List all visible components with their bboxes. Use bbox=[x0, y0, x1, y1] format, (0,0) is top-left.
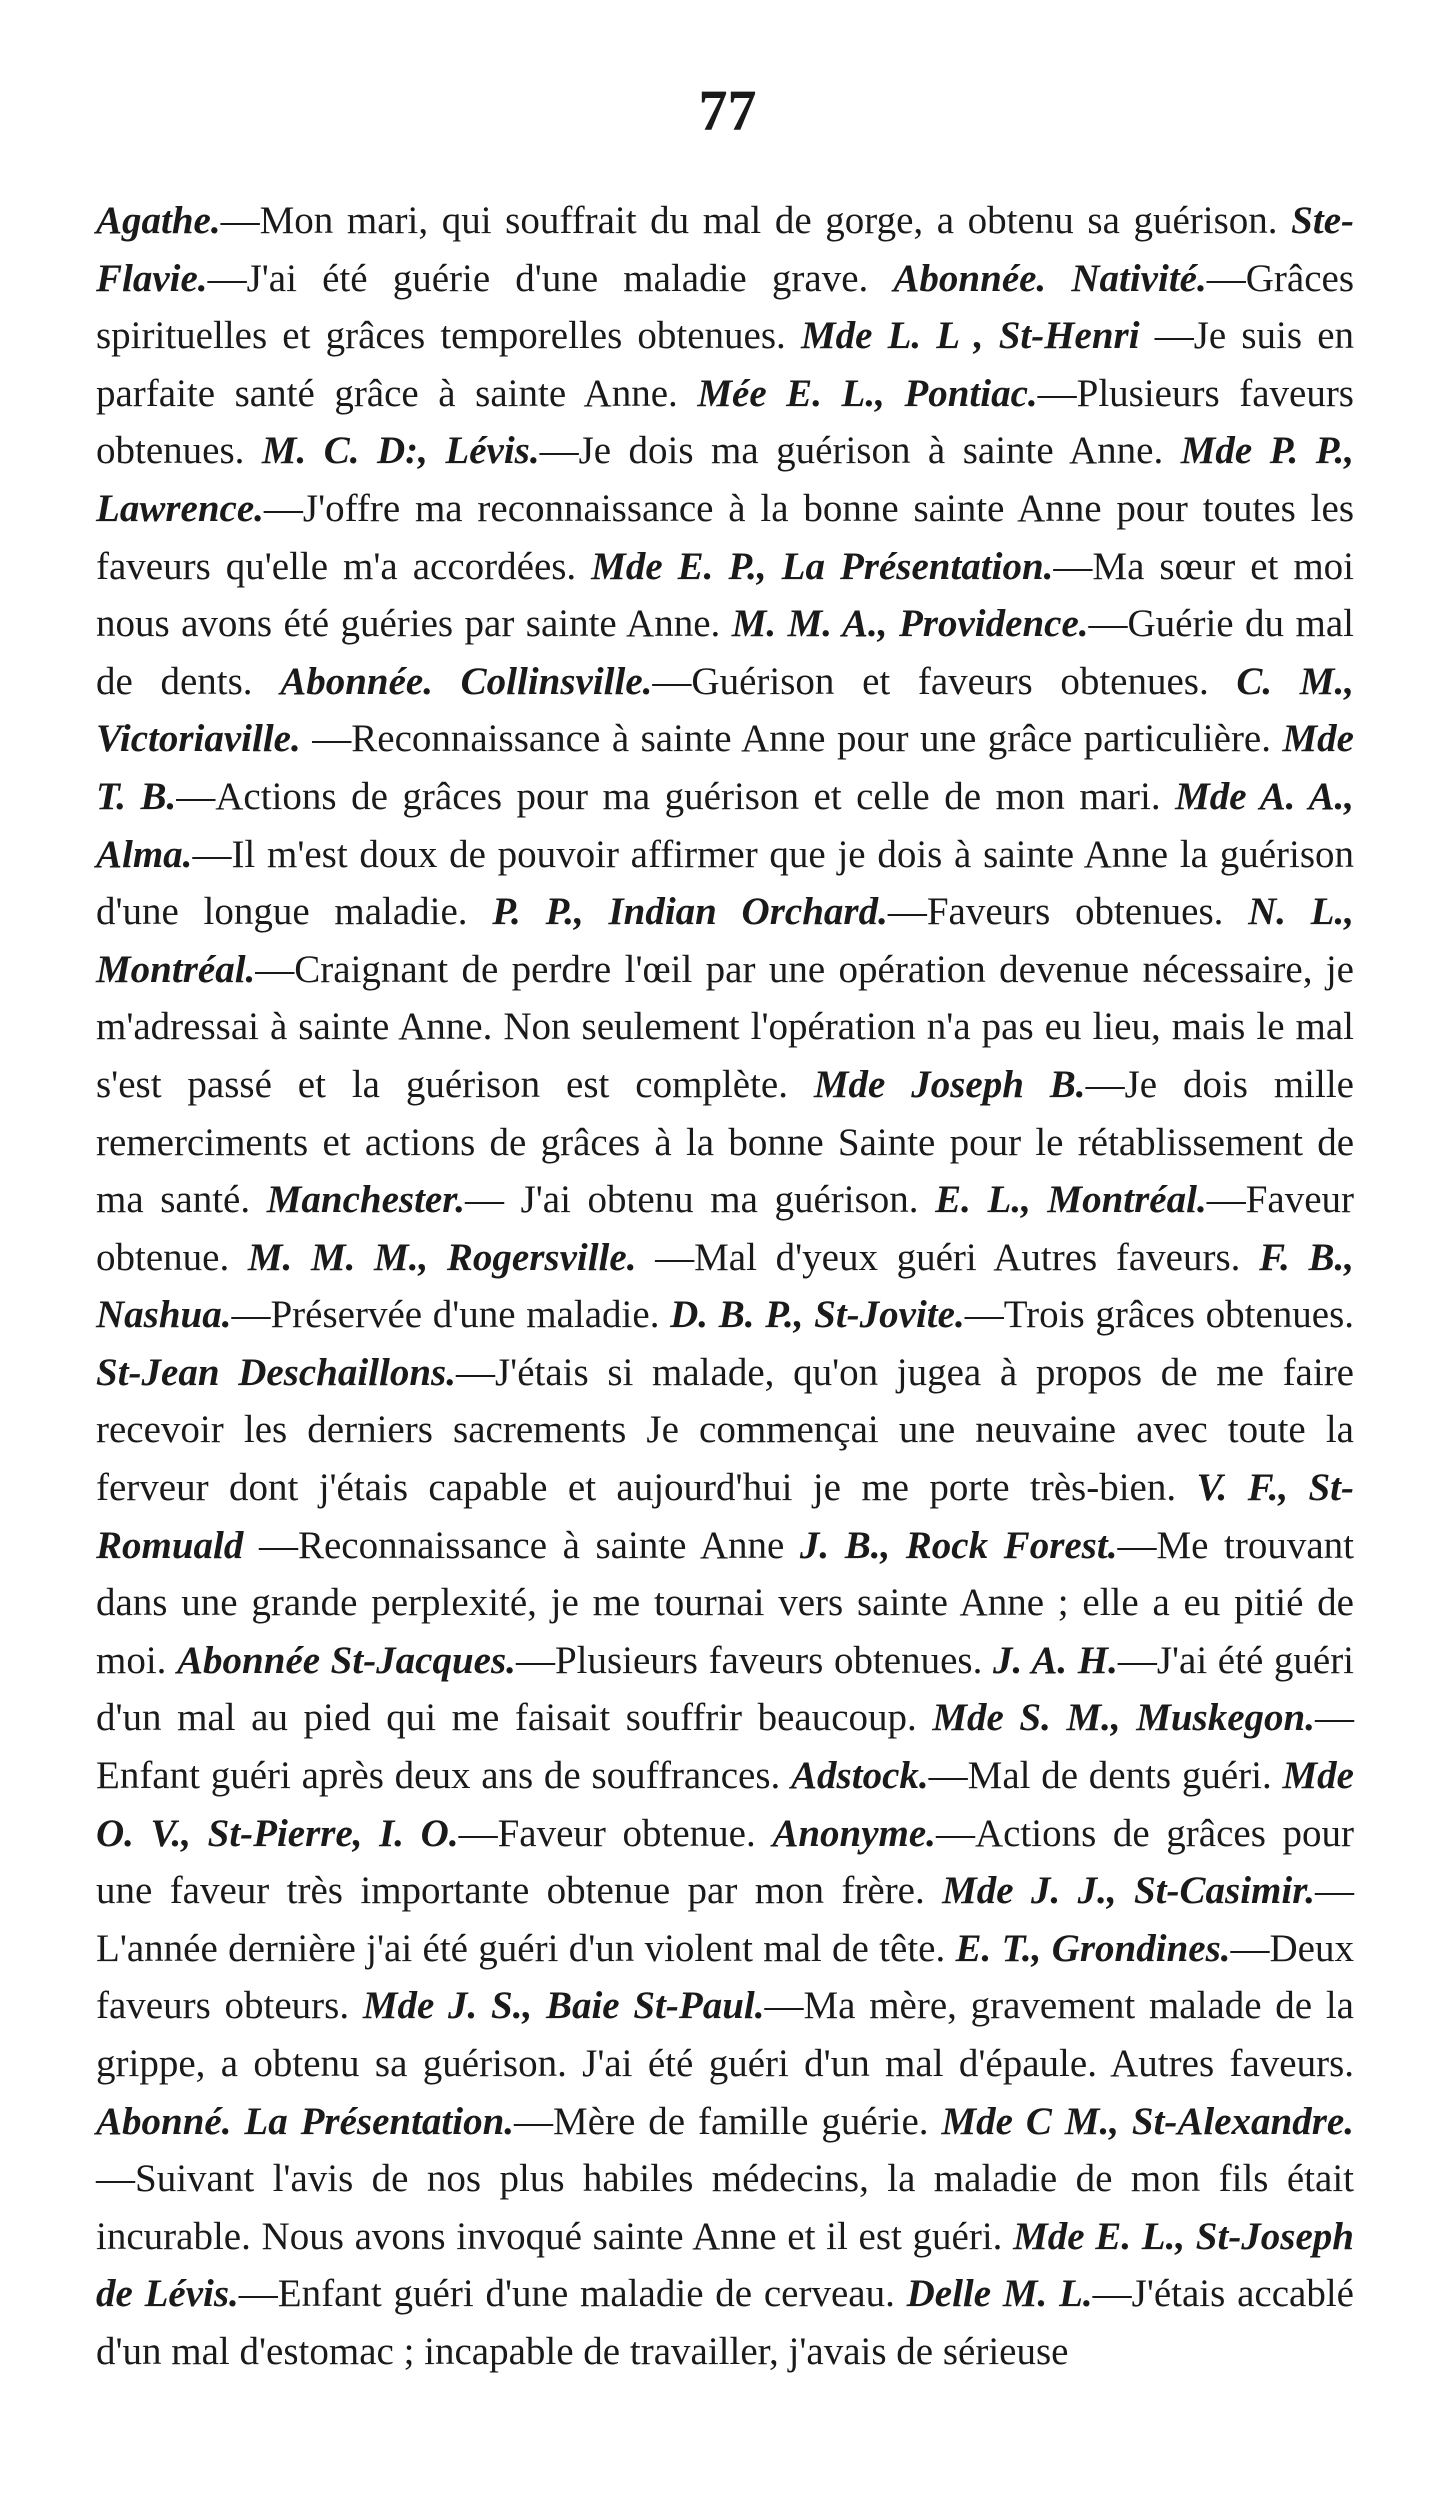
testimonial-attribution: Mde T. B. bbox=[96, 717, 1354, 818]
testimonial-text: —Plusieurs faveurs obtenues. bbox=[96, 371, 1354, 473]
testimonial-text: —J'ai été guéri d'un mal au pied qui me faisait souffrir beaucoup. bbox=[96, 1638, 1355, 1740]
testimonial-text: —Plusieurs faveurs obtenues. bbox=[515, 1638, 993, 1682]
paragraph bbox=[96, 199, 1354, 2373]
testimonial-text: — L'année dernière j'ai été guéri d'un violent mal de tête. bbox=[96, 1869, 1354, 1970]
testimonial-attribution: Adstock. bbox=[791, 1754, 929, 1798]
testimonial-text: —Reconnaissance à sainte Anne pour une grâce particulière. bbox=[300, 717, 1283, 761]
testimonial-attribution: C. M., Victoriaville. bbox=[96, 659, 1354, 761]
testimonial-text: —Craignant de perdre l'œil par une opération devenue nécessaire, je m'adressai à sainte Anne. Non seulement l'opération n'a pas eu lieu, mais le mal s'est passé et la guérison est complète. bbox=[96, 947, 1354, 1106]
testimonial-attribution: M. M. A., Providence. bbox=[731, 602, 1089, 646]
testimonial-text: —Actions de grâces pour ma guérison et celle de mon mari. bbox=[176, 774, 1176, 818]
testimonial-attribution: Mde P. P., Lawrence. bbox=[96, 429, 1354, 530]
testimonial-text: — J'ai obtenu ma guérison. bbox=[465, 1178, 936, 1222]
testimonial-attribution: Abonnée St-Jacques. bbox=[177, 1638, 516, 1682]
testimonial-text: —Préservée d'une maladie. bbox=[231, 1293, 671, 1337]
testimonial-text: —Je suis en parfaite santé grâce à sainte Anne. bbox=[96, 314, 1355, 415]
testimonial-attribution: Delle M. L. bbox=[906, 2272, 1093, 2316]
testimonial-text: —J'étais accablé d'un mal d'estomac ; incapable de travailler, j'avais de sérieuse bbox=[96, 2272, 1354, 2373]
testimonial-text: —Mal de dents guéri. bbox=[928, 1754, 1283, 1798]
testimonial-text: —Faveurs obtenues. bbox=[887, 890, 1249, 934]
testimonial-text: —Actions de grâces pour une faveur très importante obtenue par mon frère. bbox=[96, 1811, 1354, 1913]
testimonial-text: —Mon mari, qui souffrait du mal de gorge, a obtenu sa guérison. bbox=[220, 199, 1292, 242]
testimonial-attribution: Abonné. La Présentation. bbox=[96, 2099, 515, 2143]
testimonial-text: —Ma mère, gravement malade de la grippe, a obtenu sa guérison. J'ai été guéri d'un mal d'épaule. Autres faveurs. bbox=[96, 1984, 1354, 2085]
testimonial-attribution: Mde O. V., St-Pierre, I. O. bbox=[96, 1754, 1354, 1855]
testimonial-text: —Grâces spirituelles et grâces temporelles obtenues. bbox=[96, 256, 1354, 358]
page-number: 77 bbox=[698, 78, 757, 143]
testimonial-text: —Deux faveurs obteurs. bbox=[96, 1926, 1354, 2028]
testimonial-attribution: Anonyme. bbox=[772, 1811, 936, 1855]
testimonial-text: —Suivant l'avis de nos plus habiles médecins, la maladie de mon fils était incurable. Nous avons invoqué sainte Anne et il est guéri. bbox=[96, 2157, 1354, 2258]
testimonial-attribution: Mde J. S., Baie St-Paul. bbox=[362, 1984, 765, 2028]
testimonial-attribution: Mde S. M., Muskegon. bbox=[932, 1696, 1315, 1740]
testimonial-attribution: Mde E. P., La Présentation. bbox=[591, 544, 1054, 588]
testimonial-attribution: Ste-Flavie. bbox=[96, 199, 1354, 300]
testimonial-text: —J'offre ma reconnaissance à la bonne sainte Anne pour toutes les faveurs qu'elle m'a accordées. bbox=[96, 486, 1354, 588]
testimonial-attribution: P. P., Indian Orchard. bbox=[492, 890, 888, 934]
testimonial-text: —Ma sœur et moi nous avons été guéries par sainte Anne. bbox=[96, 544, 1354, 646]
testimonial-attribution: E. L., Montréal. bbox=[935, 1178, 1207, 1222]
testimonial-text: —Faveur obtenue. bbox=[458, 1811, 773, 1855]
testimonial-attribution: M. M. M., Rogersville. bbox=[247, 1235, 637, 1279]
testimonial-text: —Il m'est doux de pouvoir affirmer que je dois à sainte Anne la guérison d'une longue maladie. bbox=[96, 832, 1354, 934]
testimonial-text: —Guérison et faveurs obtenues. bbox=[652, 659, 1237, 703]
testimonial-text: —J'ai été guérie d'une maladie grave. bbox=[207, 256, 894, 300]
testimonial-text: —Guérie du mal de dents. bbox=[96, 602, 1354, 703]
testimonial-attribution: Mde C M., St-Alexandre. bbox=[941, 2099, 1354, 2143]
testimonial-text: —Enfant guéri après deux ans de souffrances. bbox=[96, 1696, 1354, 1798]
testimonial-attribution: N. L., Montréal. bbox=[96, 890, 1355, 991]
testimonial-attribution: Mde A. A., Alma. bbox=[96, 774, 1354, 876]
testimonial-attribution: J. B., Rock Forest. bbox=[799, 1523, 1118, 1567]
testimonial-text: —Mère de famille guérie. bbox=[514, 2099, 942, 2143]
testimonial-attribution: Mée E. L., Pontiac. bbox=[697, 371, 1038, 415]
testimonial-text: —Faveur obtenue. bbox=[96, 1178, 1355, 1279]
testimonial-text: —J'étais si malade, qu'on jugea à propos de me faire recevoir les derniers sacrements Je commençai une neuvaine avec toute la ferveur dont j'étais capable et aujourd'hui je me porte très-bien. bbox=[96, 1350, 1354, 1510]
testimonial-attribution: Abonnée. Nativité. bbox=[893, 256, 1207, 300]
testimonial-attribution: Manchester. bbox=[266, 1178, 465, 1222]
testimonial-attribution: Mde J. J., St-Casimir. bbox=[942, 1869, 1315, 1913]
body-text bbox=[96, 192, 1354, 2381]
testimonial-text: —Me trouvant dans une grande perplexité, je me tournai vers sainte Anne ; elle a eu pitié de moi. bbox=[96, 1523, 1354, 1682]
testimonial-text: —Je dois mille remerciments et actions de grâces à la bonne Sainte pour le rétablissement de ma santé. bbox=[96, 1062, 1354, 1222]
testimonial-text: —Mal d'yeux guéri Autres faveurs. bbox=[636, 1235, 1260, 1279]
testimonial-attribution: Abonnée. Collinsville. bbox=[280, 659, 653, 703]
testimonial-attribution: J. A. H. bbox=[992, 1638, 1118, 1682]
testimonial-attribution: Mde E. L., St-Joseph de Lévis. bbox=[96, 2214, 1354, 2316]
testimonial-text: —Enfant guéri d'une maladie de cerveau. bbox=[238, 2272, 907, 2316]
testimonial-text: —Trois grâces obtenues. bbox=[964, 1293, 1355, 1337]
testimonial-attribution: F. B., Nashua. bbox=[96, 1235, 1354, 1337]
testimonial-attribution: M. C. D:, Lévis. bbox=[261, 429, 540, 473]
testimonial-attribution: V. F., St-Romuald bbox=[96, 1466, 1354, 1567]
testimonial-attribution: D. B. P., St-Jovite. bbox=[670, 1293, 965, 1337]
testimonial-attribution: St-Jean Deschaillons. bbox=[96, 1350, 456, 1394]
testimonial-text: —Je dois ma guérison à sainte Anne. bbox=[539, 429, 1181, 473]
testimonial-text: —Reconnaissance à sainte Anne bbox=[243, 1523, 800, 1567]
testimonial-attribution: Agathe. bbox=[96, 199, 221, 242]
testimonial-attribution: E. T., Grondines. bbox=[955, 1926, 1231, 1970]
testimonial-attribution: Mde Joseph B. bbox=[813, 1062, 1086, 1106]
testimonial-attribution: Mde L. L , St-Henri bbox=[800, 314, 1140, 358]
